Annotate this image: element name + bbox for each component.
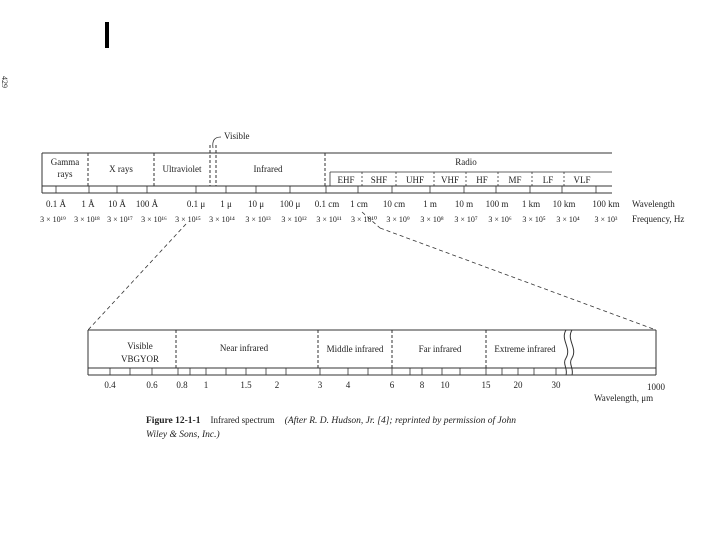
frequency-tick: 3 × 10¹³ — [245, 215, 271, 224]
wavelength-tick-labels — [46, 199, 675, 209]
zoom-tick: 1.5 — [240, 380, 252, 390]
frequency-tick: 3 × 10⁵ — [522, 215, 546, 224]
wavelength-tick: 10 m — [454, 199, 474, 209]
region-label-xrays: X rays — [109, 164, 133, 174]
slide-marker-bar — [105, 22, 109, 48]
zoom-tick: 15 — [481, 380, 491, 390]
zoom-tick: 8 — [419, 380, 425, 390]
frequency-axis-label: Frequency, Hz — [632, 214, 685, 224]
frequency-tick: 3 × 10⁷ — [454, 215, 478, 224]
figure-caption — [146, 410, 516, 440]
zoom-tick: 30 — [551, 380, 561, 390]
wavelength-tick: 100 m — [485, 199, 509, 209]
radio-band-vhf: VHF — [440, 175, 460, 185]
caption-title: Infrared spectrum — [210, 415, 275, 425]
radio-band-shf: SHF — [370, 175, 388, 185]
frequency-tick: 3 × 10¹⁴ — [209, 215, 235, 224]
wavelength-axis-label: Wavelength — [632, 199, 675, 209]
region-label-infrared: Infrared — [253, 164, 283, 174]
wavelength-tick: 1 cm — [350, 199, 368, 209]
zoom-region-middle-infrared: Middle infrared — [326, 344, 384, 354]
radio-band-mf: MF — [508, 175, 522, 185]
frequency-tick-labels — [40, 214, 684, 224]
frequency-tick: 3 × 10⁶ — [488, 215, 512, 224]
wavelength-tick: 1 km — [521, 199, 541, 209]
wavelength-tick: 10 cm — [382, 199, 406, 209]
zoom-tick: 3 — [317, 380, 323, 390]
wavelength-tick: 10 μ — [247, 199, 265, 209]
frequency-tick: 3 × 10⁹ — [386, 215, 410, 224]
zoom-region-visible-line2: VBGYOR — [120, 354, 160, 364]
region-label-ultraviolet: Ultraviolet — [162, 164, 202, 174]
frequency-tick: 3 × 10¹⁵ — [175, 215, 201, 224]
zoom-tick: 0.6 — [146, 380, 158, 390]
region-label-radio: Radio — [455, 157, 477, 167]
zoom-tick: 4 — [345, 380, 351, 390]
zoom-tick: 1000 — [647, 382, 665, 392]
frequency-tick: 3 × 10⁴ — [556, 215, 580, 224]
zoom-region-extreme-infrared: Extreme infrared — [494, 344, 556, 354]
frequency-tick: 3 × 10⁸ — [420, 215, 444, 224]
caption-credit: (After R. D. Hudson, Jr. [4]; reprinted by permission of John — [284, 416, 516, 426]
visible-label: Visible — [224, 131, 250, 141]
frequency-tick: 3 × 10¹² — [281, 215, 307, 224]
wavelength-tick: 10 km — [552, 199, 576, 209]
zoom-region-far-infrared: Far infrared — [418, 344, 462, 354]
wavelength-tick: 100 μ — [279, 199, 301, 209]
zoom-guide-lines — [88, 212, 656, 330]
radio-band-lf: LF — [542, 175, 554, 185]
caption-line-1 — [146, 410, 516, 427]
top-spectrum-bar — [42, 131, 612, 193]
zoom-region-near-infrared: Near infrared — [219, 343, 269, 353]
frequency-tick: 3 × 10¹⁸ — [74, 215, 100, 224]
frequency-tick: 3 × 10¹⁰ — [350, 215, 378, 224]
zoom-tick: 10 — [440, 380, 450, 390]
wavelength-tick: 1 m — [423, 199, 437, 209]
zoomed-infrared-bar — [88, 330, 656, 375]
wavelength-tick: 1 Å — [81, 199, 95, 209]
caption-line-2: Wiley & Sons, Inc.) — [146, 430, 220, 440]
radio-band-vlf: VLF — [573, 175, 591, 185]
caption-figure-label: Figure 12-1-1 — [146, 416, 201, 426]
wavelength-tick: 100 Å — [135, 199, 159, 209]
frequency-tick: 3 × 10¹⁷ — [107, 215, 133, 224]
frequency-tick: 3 × 10³ — [594, 215, 618, 224]
frequency-tick: 3 × 10¹⁹ — [40, 215, 66, 224]
zoom-tick-labels — [104, 380, 665, 403]
zoom-tick: 0.8 — [176, 380, 188, 390]
zoom-axis-label: Wavelength, μm — [594, 393, 654, 403]
wavelength-tick: 10 Å — [108, 199, 126, 209]
wavelength-tick: 1 μ — [220, 199, 232, 209]
page-number: 429 — [0, 76, 9, 88]
zoom-tick: 0.4 — [104, 380, 116, 390]
radio-band-hf: HF — [476, 175, 488, 185]
zoom-tick: 6 — [389, 380, 395, 390]
visible-pointer — [213, 137, 221, 148]
radio-band-ehf: EHF — [337, 175, 355, 185]
region-label-gamma-line2: rays — [57, 169, 73, 179]
frequency-tick: 3 × 10¹¹ — [316, 215, 342, 224]
radio-band-uhf: UHF — [405, 175, 425, 185]
zoom-tick: 20 — [513, 380, 523, 390]
frequency-tick: 3 × 10¹⁶ — [141, 215, 167, 224]
wavelength-tick: 0.1 cm — [314, 199, 340, 209]
region-label-gamma-line1: Gamma — [50, 157, 80, 167]
zoom-tick: 1 — [203, 380, 209, 390]
zoom-tick: 2 — [274, 380, 280, 390]
wavelength-tick: 100 km — [592, 199, 620, 209]
zoom-region-visible-line1: Visible — [127, 341, 153, 351]
wavelength-tick: 0.1 Å — [46, 199, 66, 209]
wavelength-tick: 0.1 μ — [186, 199, 206, 209]
